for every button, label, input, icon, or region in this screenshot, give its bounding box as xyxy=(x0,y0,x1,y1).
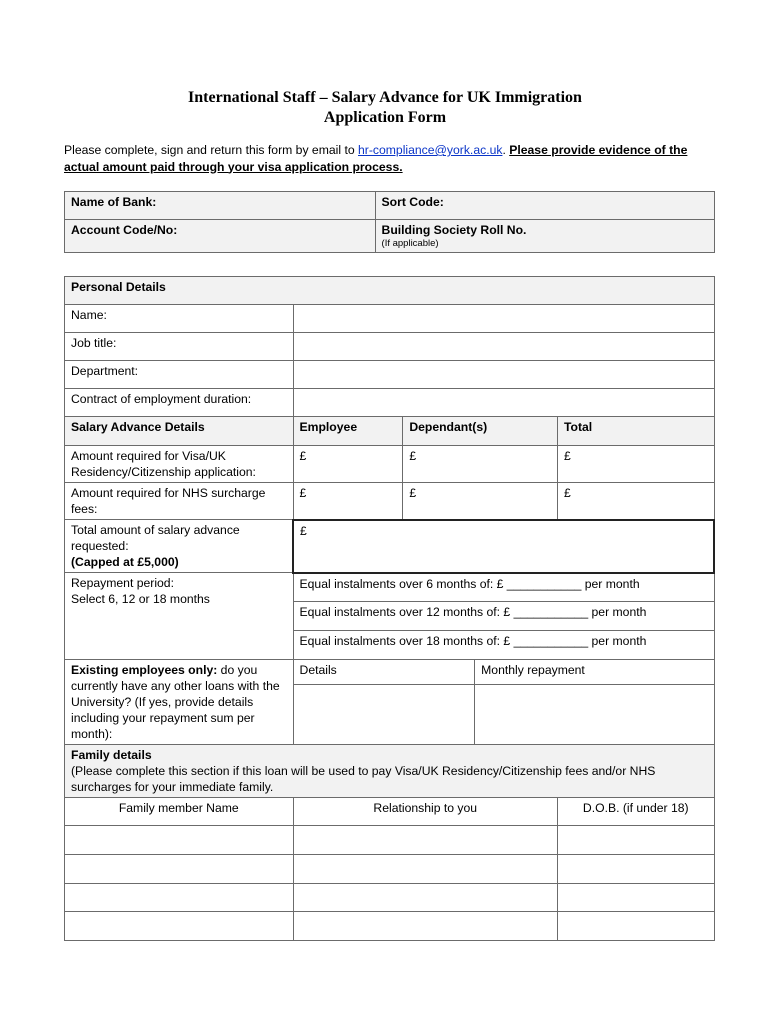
repayment-option-12-months[interactable]: Equal instalments over 12 months of: £ ___________ per month xyxy=(293,602,714,631)
dependants-column-header: Dependant(s) xyxy=(403,417,558,446)
family-relationship-input[interactable] xyxy=(293,884,557,912)
repayment-period-label xyxy=(65,573,294,660)
form-title xyxy=(0,88,770,128)
repayment-period-hint: Select 6, 12 or 18 months xyxy=(71,592,210,606)
family-name-input[interactable] xyxy=(65,884,294,912)
total-advance-cap: (Capped at £5,000) xyxy=(71,555,179,569)
personal-details-header: Personal Details xyxy=(65,277,715,305)
hr-email-link[interactable]: hr-compliance@york.ac.uk xyxy=(358,143,503,157)
name-input[interactable] xyxy=(293,305,714,333)
existing-employees-only: Existing employees only: xyxy=(71,663,218,677)
name-of-bank-label: Name of Bank: xyxy=(71,195,157,209)
department-input[interactable] xyxy=(293,361,714,389)
intro-paragraph xyxy=(64,142,719,175)
loan-details-header: Details xyxy=(293,660,475,685)
bank-details-table xyxy=(64,191,715,253)
family-dob-input[interactable] xyxy=(557,884,714,912)
family-details-note: (Please complete this section if this loan will be used to pay Visa/UK Residency/Citizenship fees and/or NHS surcharges for your immediate family. xyxy=(71,764,656,794)
building-society-label: Building Society Roll No. xyxy=(381,223,527,237)
existing-loans-question xyxy=(65,660,294,745)
building-society-field[interactable] xyxy=(375,220,714,253)
job-title-label: Job title: xyxy=(65,333,294,361)
visa-dependants-amount[interactable]: £ xyxy=(403,446,558,483)
contract-duration-input[interactable] xyxy=(293,389,714,417)
nhs-amount-label: Amount required for NHS surcharge fees: xyxy=(65,483,294,520)
family-name-input[interactable] xyxy=(65,912,294,941)
account-code-field[interactable] xyxy=(65,220,376,253)
total-advance-label xyxy=(65,520,294,573)
family-dob-input[interactable] xyxy=(557,826,714,855)
details-table xyxy=(64,276,715,941)
loan-details-input[interactable] xyxy=(293,684,475,744)
total-advance-amount[interactable]: £ xyxy=(293,520,714,573)
nhs-total-amount[interactable]: £ xyxy=(557,483,714,520)
sort-code-label: Sort Code: xyxy=(381,195,444,209)
relationship-header: Relationship to you xyxy=(293,798,557,826)
visa-employee-amount[interactable]: £ xyxy=(293,446,403,483)
dob-header: D.O.B. (if under 18) xyxy=(557,798,714,826)
monthly-repayment-input[interactable] xyxy=(475,684,714,744)
nhs-dependants-amount[interactable]: £ xyxy=(403,483,558,520)
contract-duration-label: Contract of employment duration: xyxy=(65,389,294,417)
form-title-line-2: Application Form xyxy=(323,109,447,126)
family-relationship-input[interactable] xyxy=(293,912,557,941)
employee-column-header: Employee xyxy=(293,417,403,446)
family-dob-input[interactable] xyxy=(557,912,714,941)
salary-advance-header: Salary Advance Details xyxy=(65,417,294,446)
total-advance-text: Total amount of salary advance requested: xyxy=(71,523,240,553)
monthly-repayment-header: Monthly repayment xyxy=(475,660,714,685)
job-title-input[interactable] xyxy=(293,333,714,361)
visa-total-amount[interactable]: £ xyxy=(557,446,714,483)
family-dob-input[interactable] xyxy=(557,855,714,884)
if-applicable-note: (If applicable) xyxy=(381,238,439,249)
account-code-label: Account Code/No: xyxy=(71,223,178,237)
form-title-line-1: International Staff – Salary Advance for UK Immigration xyxy=(188,89,582,106)
total-column-header: Total xyxy=(557,417,714,446)
name-label: Name: xyxy=(65,305,294,333)
intro-after: . xyxy=(502,143,510,157)
repayment-option-18-months[interactable]: Equal instalments over 18 months of: £ ___________ per month xyxy=(293,631,714,660)
department-label: Department: xyxy=(65,361,294,389)
existing-loans-text: do you currently have any other loans with the University? (If yes, provide details including your repayment sum per month): xyxy=(71,663,280,741)
name-of-bank-field[interactable] xyxy=(65,192,376,220)
family-relationship-input[interactable] xyxy=(293,826,557,855)
family-details-section xyxy=(65,745,715,798)
intro-text: Please complete, sign and return this form by email to xyxy=(64,143,358,157)
family-name-input[interactable] xyxy=(65,826,294,855)
visa-amount-label: Amount required for Visa/UK Residency/Citizenship application: xyxy=(65,446,294,483)
repayment-option-6-months[interactable]: Equal instalments over 6 months of: £ ___________ per month xyxy=(293,573,714,602)
family-details-header: Family details xyxy=(71,748,152,762)
evidence-notice: Please provide evidence of the actual amount paid through your visa application process. xyxy=(64,143,688,174)
family-name-input[interactable] xyxy=(65,855,294,884)
family-member-name-header: Family member Name xyxy=(65,798,294,826)
family-relationship-input[interactable] xyxy=(293,855,557,884)
repayment-period-text: Repayment period: xyxy=(71,576,174,590)
sort-code-field[interactable] xyxy=(375,192,714,220)
nhs-employee-amount[interactable]: £ xyxy=(293,483,403,520)
